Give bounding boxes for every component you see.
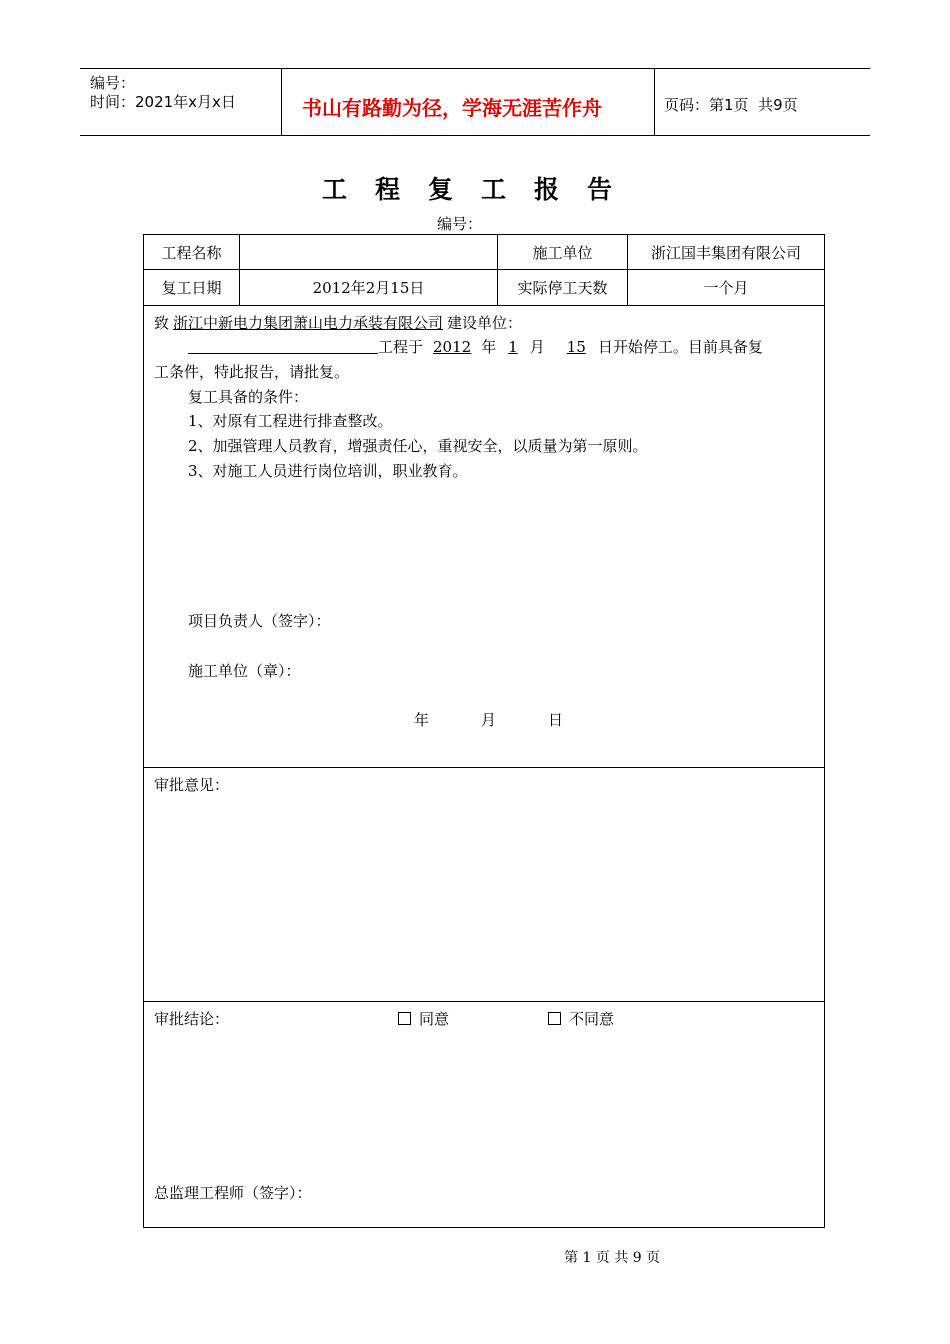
contractor-value: 浙江国丰集团有限公司	[628, 235, 825, 270]
disagree-checkbox[interactable]	[548, 1012, 561, 1025]
header-motto: 书山有路勤为径，学海无涯苦作舟	[302, 96, 602, 120]
stop-days-value: 一个月	[628, 270, 825, 306]
project-name-value	[240, 235, 498, 270]
approval-conclusion-cell	[144, 1002, 825, 1228]
addressee-company: 浙江中新电力集团萧山电力承装有限公司	[173, 314, 444, 332]
stop-work-line-cont: 工条件，特此报告，请批复。	[154, 363, 350, 381]
manager-signature-label: 项目负责人（签字）：	[188, 612, 331, 630]
condition-item: 2、加强管理人员教育，增强责任心，重视安全，以质量为第一原则。	[188, 437, 648, 455]
disagree-option[interactable]: 不同意	[548, 1008, 614, 1029]
stop-month: 1	[508, 338, 518, 356]
condition-item: 3、对施工人员进行岗位培训，职业教育。	[188, 462, 468, 480]
header-divider	[654, 69, 655, 136]
header-divider	[281, 69, 282, 136]
stop-year: 2012	[433, 338, 472, 356]
stop-day: 15	[566, 338, 586, 356]
project-name-label: 工程名称	[144, 235, 240, 270]
agree-checkbox[interactable]	[398, 1012, 411, 1025]
project-blank	[188, 338, 378, 354]
resume-date-label: 复工日期	[144, 270, 240, 306]
approval-conclusion-label: 审批结论：	[154, 1010, 230, 1028]
header-time-label: 时间：2021年x月x日	[90, 93, 236, 111]
agree-option[interactable]: 同意	[398, 1008, 449, 1029]
approval-opinion-label: 审批意见：	[154, 776, 230, 794]
condition-item: 1、对原有工程进行排查整改。	[188, 412, 393, 430]
report-body-cell	[144, 306, 825, 768]
resume-date-value: 2012年2月15日	[240, 270, 498, 306]
chief-engineer-signature-label: 总监理工程师（签字）：	[154, 1184, 312, 1202]
date-year-label: 年	[414, 711, 430, 729]
stop-days-label: 实际停工天数	[498, 270, 628, 306]
date-month-label: 月	[481, 711, 497, 729]
addressee-line: 致 浙江中新电力集团萧山电力承装有限公司 建设单位：	[154, 314, 523, 332]
stop-work-line: 工程于 2012 年 1 月 15 日开始停工。目前具备复	[188, 336, 763, 357]
resume-report-form	[143, 234, 825, 1228]
header-page-label: 页码：第1页 共9页	[664, 96, 798, 114]
contractor-label: 施工单位	[498, 235, 628, 270]
header-top-border	[80, 68, 870, 69]
header-number-label: 编号：	[90, 74, 136, 92]
conditions-title: 复工具备的条件：	[188, 388, 309, 406]
document-number-label: 编号：	[437, 215, 483, 233]
unit-seal-label: 施工单位（章）：	[188, 662, 301, 680]
page-footer: 第 1 页 共 9 页	[564, 1250, 661, 1266]
header-bottom-border	[80, 135, 870, 136]
document-title: 工程复工报告	[322, 175, 641, 204]
approval-opinion-cell	[144, 768, 825, 1002]
date-day-label: 日	[548, 711, 564, 729]
